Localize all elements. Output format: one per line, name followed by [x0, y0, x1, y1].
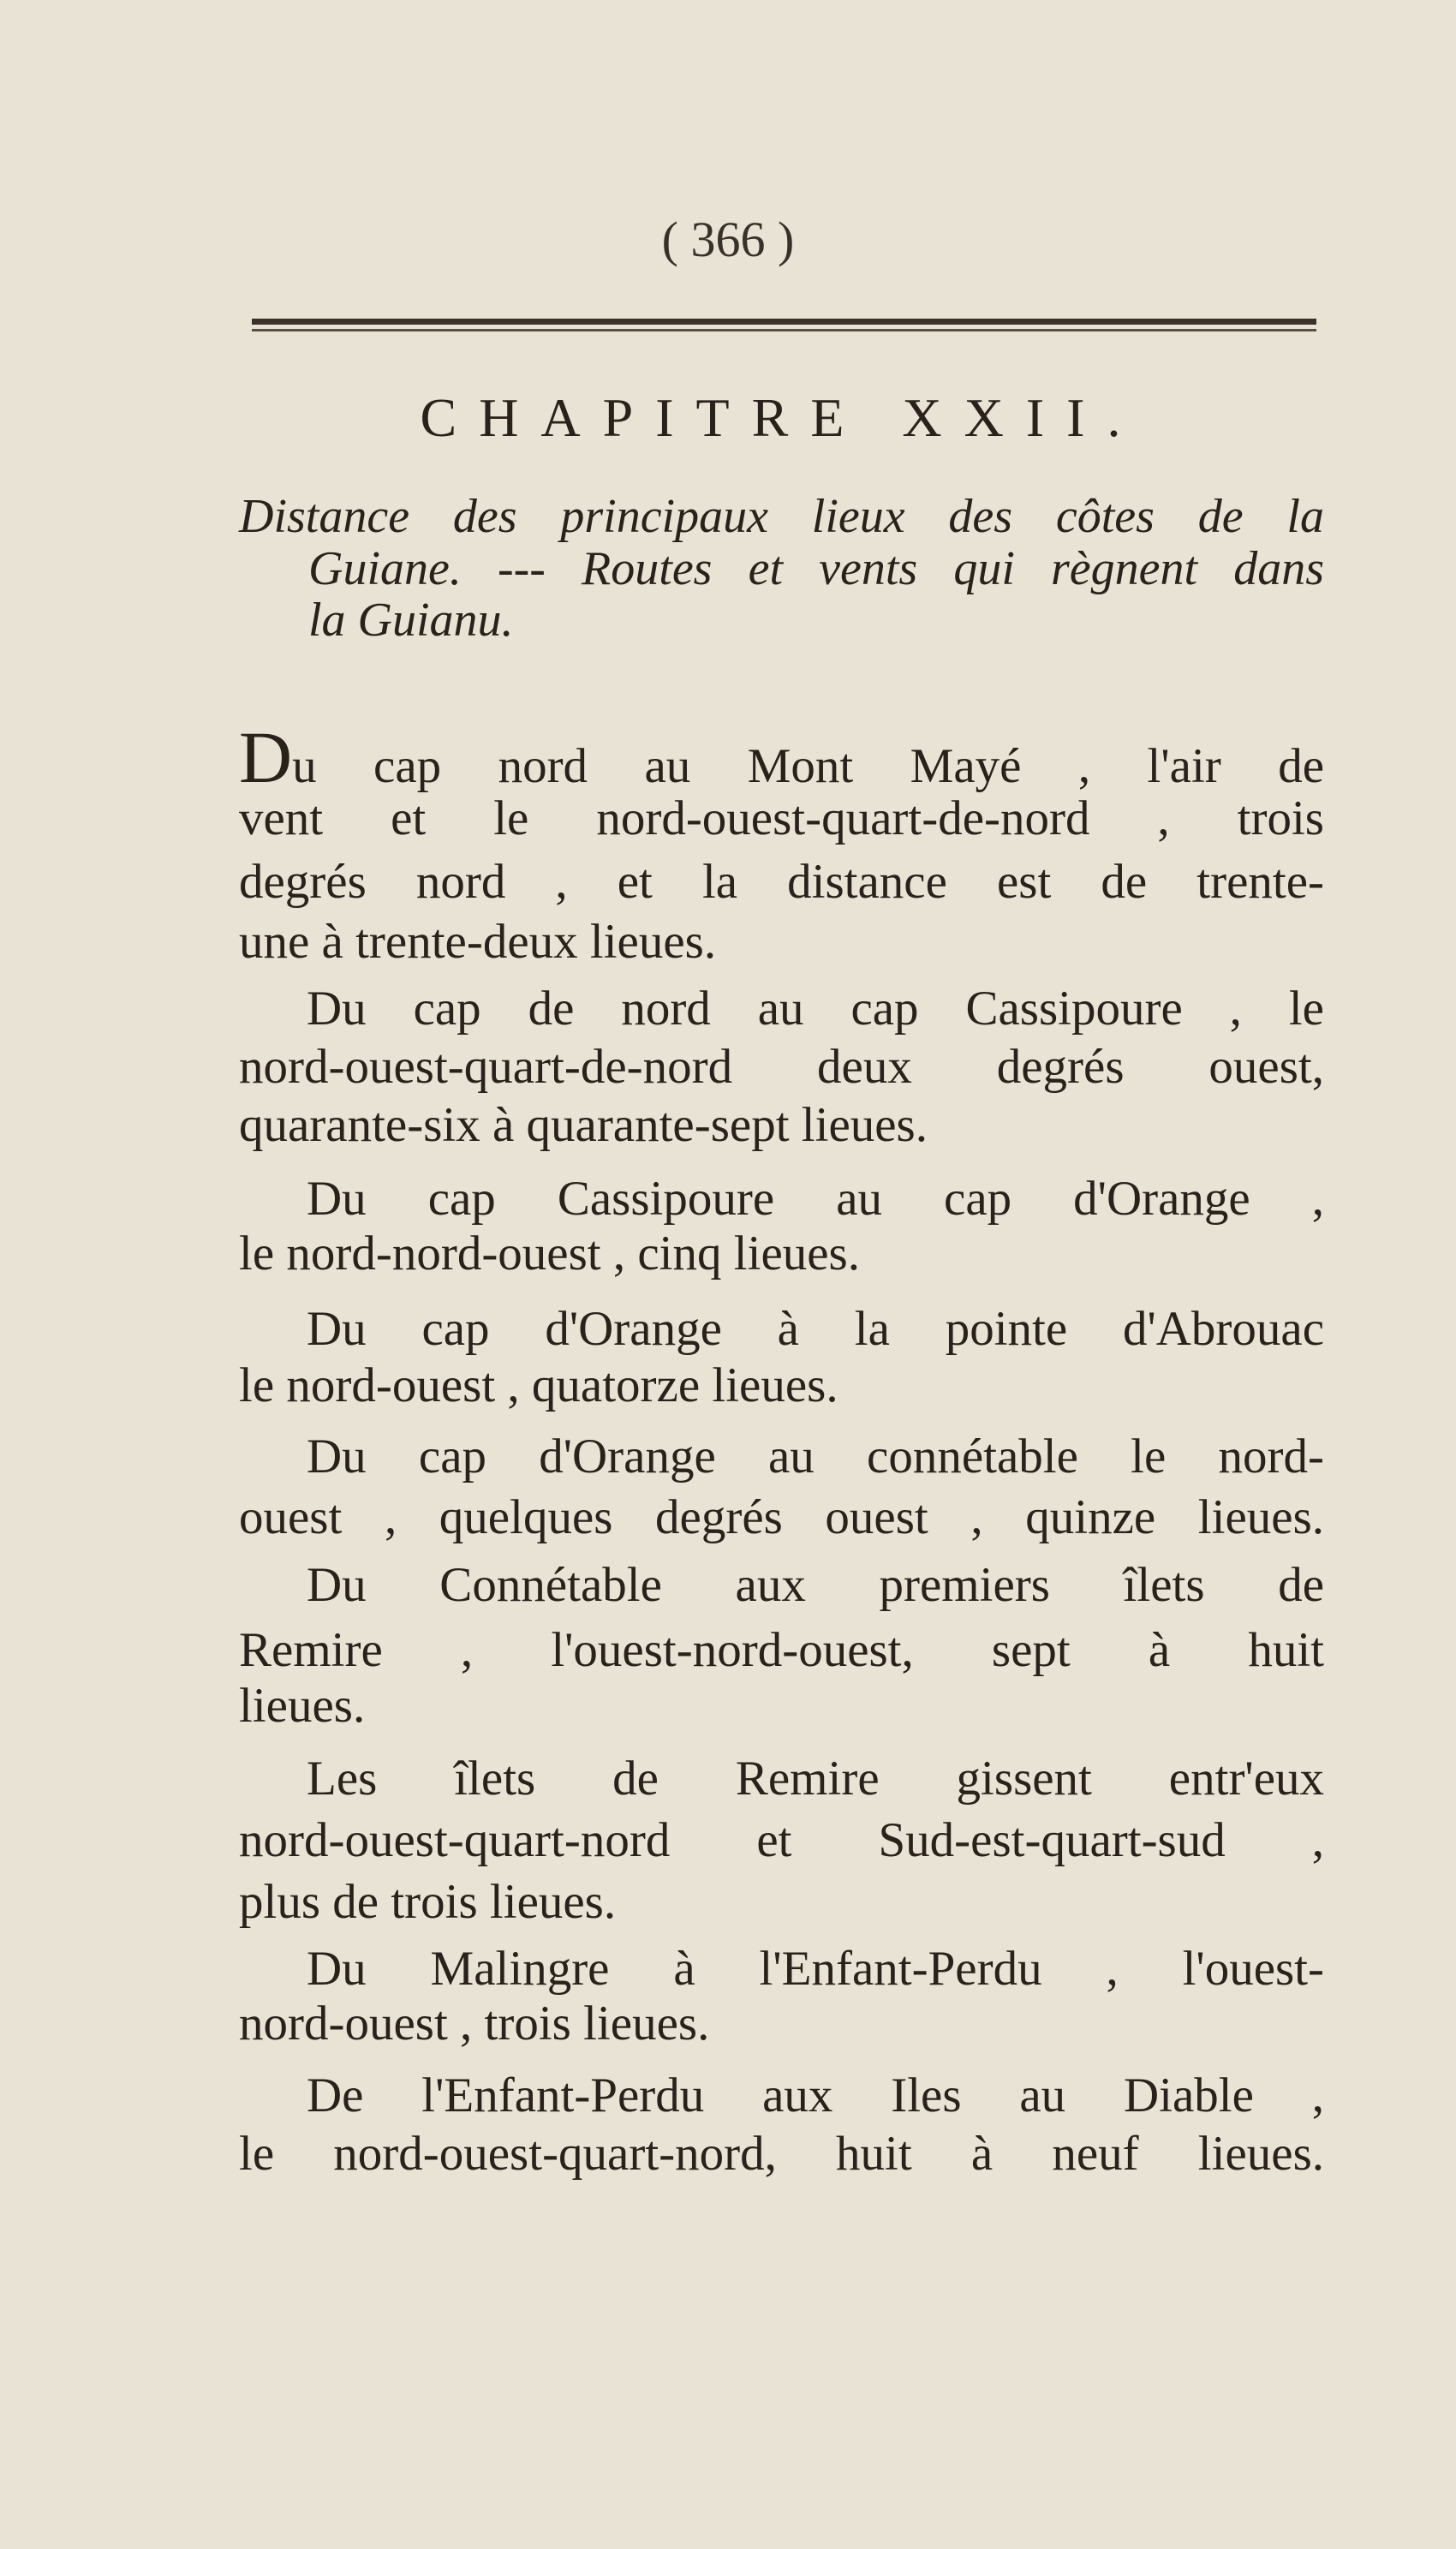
body-line: nord-ouest , trois lieues. [239, 1997, 710, 2051]
body-line: quarante-six à quarante-sept lieues. [239, 1098, 928, 1152]
body-line: lieues. [239, 1679, 366, 1733]
body-line: Du cap d'Orange à la pointe d'Abrouac [307, 1302, 1324, 1356]
body-line: Remire , l'ouest-nord-ouest, sept à huit [239, 1623, 1324, 1677]
body-line: Du cap nord au Mont Mayé , l'air de [239, 716, 1324, 798]
chapter-summary-line: Guiane. --- Routes et vents qui règnent dans [308, 542, 1324, 595]
chapter-summary-line: Distance des principaux lieux des côtes de la [239, 490, 1324, 543]
body-line: De l'Enfant-Perdu aux Iles au Diable , [307, 2068, 1324, 2122]
body-line: Les îlets de Remire gissent entr'eux [307, 1752, 1324, 1806]
body-line: une à trente-deux lieues. [239, 915, 717, 969]
body-line: Du cap de nord au cap Cassipoure , le [307, 982, 1324, 1036]
body-line: le nord-ouest-quart-nord, huit à neuf lieues. [239, 2127, 1324, 2181]
body-line: vent et le nord-ouest-quart-de-nord , trois [239, 791, 1324, 845]
body-line: Du Malingre à l'Enfant-Perdu , l'ouest- [307, 1942, 1324, 1996]
chapter-title: CHAPITRE XXII. [420, 387, 1143, 448]
page-number: ( 366 ) [661, 212, 795, 267]
body-line: degrés nord , et la distance est de trente- [239, 855, 1324, 909]
body-line: Du cap Cassipoure au cap d'Orange , [307, 1172, 1324, 1226]
body-line: Du Connétable aux premiers îlets de [307, 1558, 1324, 1612]
body-line: nord-ouest-quart-de-nord deux degrés ouest, [239, 1040, 1324, 1094]
header-rule-thin [252, 329, 1316, 331]
chapter-summary-line: la Guianu. [308, 594, 514, 647]
body-line: ouest , quelques degrés ouest , quinze lieues. [239, 1490, 1324, 1544]
body-line: nord-ouest-quart-nord et Sud-est-quart-sud , [239, 1813, 1324, 1867]
header-rule [252, 319, 1316, 325]
body-line: Du cap d'Orange au connétable le nord- [307, 1430, 1324, 1483]
body-line: le nord-ouest , quatorze lieues. [239, 1358, 838, 1412]
body-line: le nord-nord-ouest , cinq lieues. [239, 1227, 860, 1280]
body-line: plus de trois lieues. [239, 1875, 617, 1929]
